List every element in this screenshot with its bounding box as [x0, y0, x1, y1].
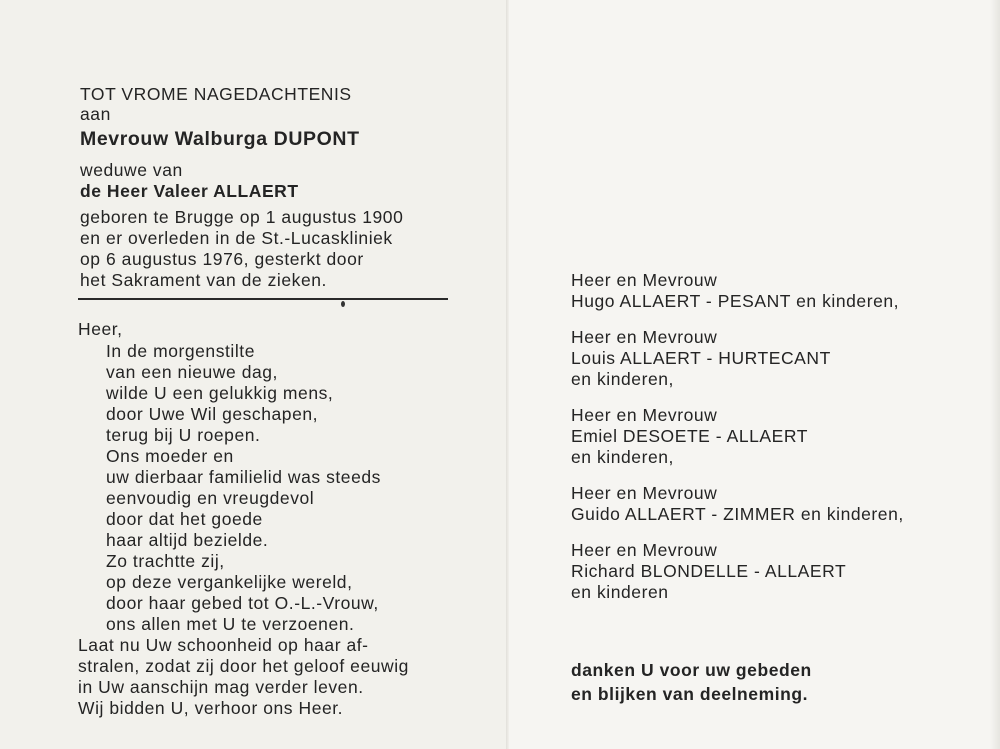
closing-line: in Uw aanschijn mag verder leven.: [78, 677, 364, 697]
family-children: en kinderen,: [571, 369, 674, 389]
divider-ornament: [341, 301, 345, 307]
husband-name: de Heer Valeer ALLAERT: [80, 181, 299, 201]
family-salutation: Heer en Mevrouw: [571, 540, 718, 560]
family-salutation: Heer en Mevrouw: [571, 270, 718, 290]
prayer-line: eenvoudig en vreugdevol: [106, 488, 315, 508]
divider-rule: [78, 298, 448, 300]
right-card-panel: [509, 0, 1000, 749]
family-name: Richard BLONDELLE - ALLAERT: [571, 561, 847, 581]
bio-line: geboren te Brugge op 1 augustus 1900: [80, 207, 404, 227]
prayer-line: haar altijd bezielde.: [106, 530, 269, 550]
family-name: Louis ALLAERT - HURTECANT: [571, 348, 831, 368]
family-children: en kinderen: [571, 582, 669, 602]
prayer-line: door dat het goede: [106, 509, 263, 529]
prayer-line: op deze vergankelijke wereld,: [106, 572, 353, 592]
family-salutation: Heer en Mevrouw: [571, 405, 718, 425]
prayer-line: door Uwe Wil geschapen,: [106, 404, 319, 424]
family-name: Emiel DESOETE - ALLAERT: [571, 426, 808, 446]
edge-shadow: [990, 0, 1000, 749]
bio-line: en er overleden in de St.-Lucaskliniek: [80, 228, 393, 248]
family-salutation: Heer en Mevrouw: [571, 327, 718, 347]
prayer-line: Ons moeder en: [106, 446, 234, 466]
bio-line: op 6 augustus 1976, gesterkt door: [80, 249, 364, 269]
prayer-line: In de morgenstilte: [106, 341, 256, 361]
closing-line: stralen, zodat zij door het geloof eeuwig: [78, 656, 409, 676]
widow-of-label: weduwe van: [80, 160, 183, 180]
family-name: Hugo ALLAERT - PESANT en kinderen,: [571, 291, 900, 311]
prayer-line: van een nieuwe dag,: [106, 362, 278, 382]
deceased-name: Mevrouw Walburga DUPONT: [80, 128, 360, 150]
closing-line: Laat nu Uw schoonheid op haar af-: [78, 635, 369, 655]
family-children: en kinderen,: [571, 447, 674, 467]
memorial-aan: aan: [80, 104, 111, 124]
thanks-line: en blijken van deelneming.: [571, 684, 808, 704]
thanks-line: danken U voor uw gebeden: [571, 660, 812, 680]
family-name: Guido ALLAERT - ZIMMER en kinderen,: [571, 504, 904, 524]
prayer-opening: Heer,: [78, 319, 123, 339]
prayer-line: ons allen met U te verzoenen.: [106, 614, 355, 634]
bio-line: het Sakrament van de zieken.: [80, 270, 327, 290]
family-salutation: Heer en Mevrouw: [571, 483, 718, 503]
prayer-line: wilde U een gelukkig mens,: [106, 383, 334, 403]
prayer-line: uw dierbaar familielid was steeds: [106, 467, 381, 487]
prayer-line: terug bij U roepen.: [106, 425, 261, 445]
memorial-header: TOT VROME NAGEDACHTENIS: [80, 84, 352, 104]
prayer-line: door haar gebed tot O.-L.-Vrouw,: [106, 593, 379, 613]
closing-line: Wij bidden U, verhoor ons Heer.: [78, 698, 344, 718]
prayer-line: Zo trachtte zij,: [106, 551, 225, 571]
